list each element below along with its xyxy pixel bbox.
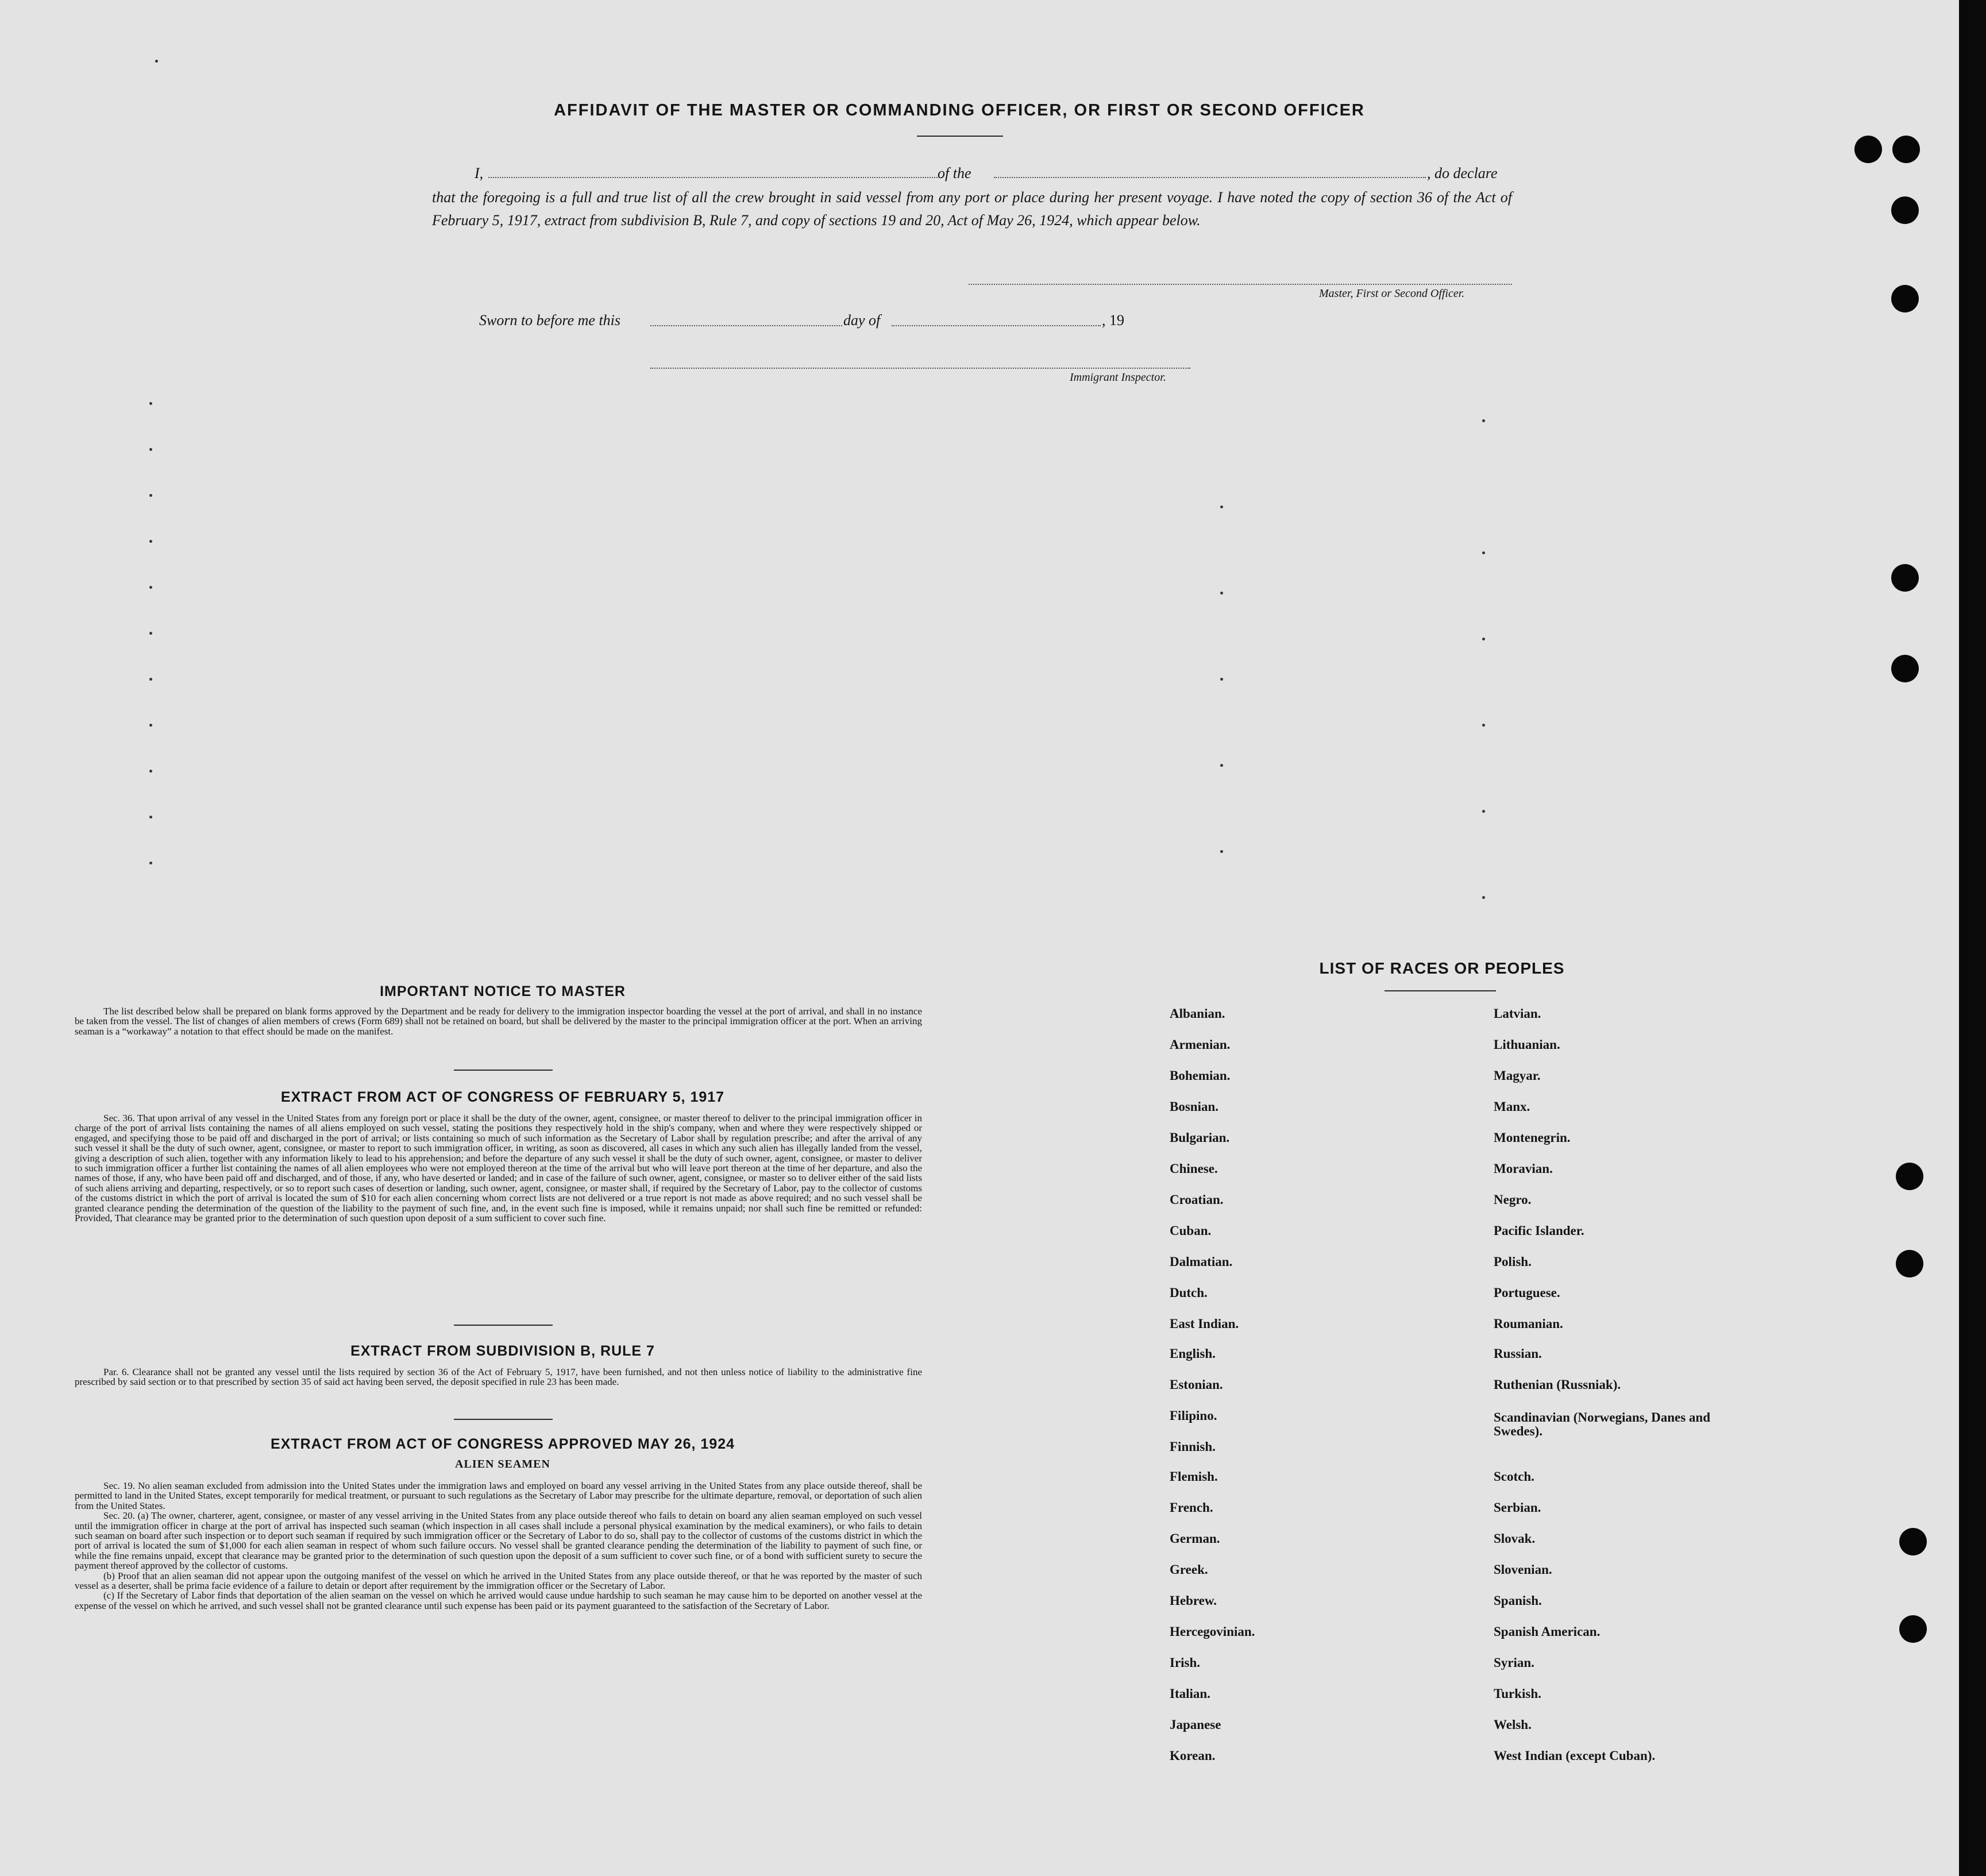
race-item: Spanish American. xyxy=(1494,1624,1601,1639)
race-item: Filipino. xyxy=(1170,1408,1217,1423)
race-item: Magyar. xyxy=(1494,1068,1541,1083)
title-divider xyxy=(917,136,1003,137)
punch-hole xyxy=(1896,1250,1923,1277)
race-item: Japanese xyxy=(1170,1717,1221,1732)
race-item: Latvian. xyxy=(1494,1006,1541,1021)
scan-speck xyxy=(149,540,152,543)
declarant-prefix: I, xyxy=(475,165,484,182)
scan-speck xyxy=(1482,419,1485,422)
scan-speck xyxy=(149,724,152,727)
race-item: French. xyxy=(1170,1500,1213,1515)
race-item: Flemish. xyxy=(1170,1469,1218,1484)
race-item: Scotch. xyxy=(1494,1469,1534,1484)
race-item: Bosnian. xyxy=(1170,1099,1219,1114)
race-item: Polish. xyxy=(1494,1254,1532,1269)
race-item: Korean. xyxy=(1170,1748,1216,1763)
race-item: Croatian. xyxy=(1170,1192,1224,1207)
race-item: Bulgarian. xyxy=(1170,1130,1230,1145)
race-item: Dutch. xyxy=(1170,1286,1208,1300)
race-item: Cuban. xyxy=(1170,1223,1212,1238)
race-item: Moravian. xyxy=(1494,1161,1553,1176)
race-item: Finnish. xyxy=(1170,1439,1216,1454)
race-item: Ruthenian (Russniak). xyxy=(1494,1377,1621,1392)
race-item: West Indian (except Cuban). xyxy=(1494,1748,1656,1763)
notice-title: IMPORTANT NOTICE TO MASTER xyxy=(380,983,626,999)
punch-hole xyxy=(1899,1528,1927,1555)
race-item: Hercegovinian. xyxy=(1170,1624,1255,1639)
scan-speck xyxy=(1482,551,1485,554)
race-item: Negro. xyxy=(1494,1192,1532,1207)
race-item: Syrian. xyxy=(1494,1655,1534,1670)
scan-speck xyxy=(1482,896,1485,899)
sec20b-text: (b) Proof that an alien seaman did not appear upon the outgoing manifest of the vessel on which he arrived in the United States from any place outside thereof, or that he was reported by the master of such vessel as a deserter, shall be prima facie evidence of a failure to detain or deport after requirement by the immigration officer or the Secretary of Labor. xyxy=(75,1570,922,1592)
race-item: Lithuanian. xyxy=(1494,1037,1560,1052)
race-item: English. xyxy=(1170,1346,1216,1361)
affidavit-body: that the foregoing is a full and true list of all the crew brought in said vessel from any port or place during her present voyage. I have noted the copy of section 36 of the Act of February 5, 1917, extract from subdivision B, Rule 7, and copy of sections 19 and 20, Act of May 26, 1924, which appear below. xyxy=(432,189,1512,229)
sworn-month-field[interactable] xyxy=(892,325,1101,326)
race-item: Pacific Islander. xyxy=(1494,1223,1584,1238)
punch-hole xyxy=(1896,1163,1923,1190)
sworn-year-label: , 19 xyxy=(1102,312,1124,329)
sec19-text: Sec. 19. No alien seaman excluded from admission into the United States under the immigration laws and employed on board any vessel arriving in the United States from any place outside thereof, shall be permitted to land in the United States, except temporarily for medical treatment, or pursuant to such regulations as the Secretary of Labor may prescribe for the ultimate departure, removal, or deportation of such alien from the United States. xyxy=(75,1480,922,1511)
sec20c-text: (c) If the Secretary of Labor finds that deportation of the alien seaman on the vessel on which he arrived would cause undue hardship to such seaman he may cause him to be deported on another vessel at the expense of the vessel on which he arrived, and such vessel shall not be granted clearance until such expense has been paid or its payment guaranteed to the satisfaction of the Secretary of Labor. xyxy=(75,1590,922,1611)
race-item: Welsh. xyxy=(1494,1717,1532,1732)
section-divider xyxy=(454,1070,553,1071)
extract-1917-title: EXTRACT FROM ACT OF CONGRESS OF FEBRUARY 5, 1917 xyxy=(280,1089,725,1105)
inspector-signature-label: Immigrant Inspector. xyxy=(1070,371,1166,384)
of-the-label: of the xyxy=(938,165,971,182)
race-item: Dalmatian. xyxy=(1170,1254,1233,1269)
race-item: Portuguese. xyxy=(1494,1286,1560,1300)
race-item: Roumanian. xyxy=(1494,1317,1563,1331)
scan-speck xyxy=(149,402,152,405)
extract-1924-title: EXTRACT FROM ACT OF CONGRESS APPROVED MAY 26, 1924 xyxy=(270,1436,735,1452)
extract-1917-text: Sec. 36. That upon arrival of any vessel in the United States from any foreign port or place it shall be the duty of the owner, agent, consignee, or master thereof to deliver to the principal immigration officer in charge of the port of arrival lists containing the names of all aliens employed on such vessel, stating the positions they respectively hold in the ship's company, when and where they were respectively shipped or engaged, and specifying those to be paid off and discharged in the port of arrival; or lists containing so much of such information as the Secretary of Labor shall by regulation prescribe; and after the arrival of any such vessel it shall be the duty of such owner, agent, consignee, or master to report to such immigration officer, in writing, as soon as discovered, all cases in which any such alien has illegally landed from the vessel, giving a description of such alien, together with any information likely to lead to his apprehension; and before the departure of any such vessel it shall be the duty of such owner, agent, consignee, or master to deliver to such immigration officer a further list containing the names of all alien employees who were not employed thereon at the time of the arrival but who will leave port thereon at the time of her departure, and also the names of those, if any, who have been paid off and discharged, and of those, if any, who have deserted or landed; and in case of the failure of such owner, agent, consignee, or master so to deliver either of the said lists of such aliens arriving and departing, respectively, or so to report such cases of desertion or landing, such owner, agent, consignee, or master shall, if required by the Secretary of Labor, pay to the collector of customs of the customs district in which the port of arrival is located the sum of $10 for each alien concerning whom correct lists are not delivered or a true report is not made as above required; and no such vessel shall be granted clearance pending the determination of the question of the liability to the payment of such fine, and, in the event such fine is imposed, while it remains unpaid; nor shall such fine be remitted or refunded: Provided, That clearance may be granted prior to the determination of such question upon deposit of a sum sufficient to cover such fine. xyxy=(75,1113,922,1224)
race-item: Serbian. xyxy=(1494,1500,1541,1515)
race-item: Turkish. xyxy=(1494,1686,1541,1701)
scan-speck xyxy=(149,448,152,451)
scan-speck xyxy=(149,862,152,864)
scan-speck xyxy=(1482,724,1485,727)
section-divider xyxy=(454,1419,553,1420)
day-of-label: day of xyxy=(843,312,881,329)
race-item: Estonian. xyxy=(1170,1377,1223,1392)
extract-1924-text xyxy=(75,1481,922,1611)
race-item: Hebrew. xyxy=(1170,1593,1217,1608)
vessel-name-field[interactable] xyxy=(994,177,1426,178)
punch-hole xyxy=(1892,136,1920,163)
race-item: Greek. xyxy=(1170,1562,1208,1577)
race-item: German. xyxy=(1170,1531,1220,1546)
scan-speck xyxy=(1220,850,1223,853)
scan-speck xyxy=(1220,505,1223,508)
scan-speck xyxy=(1482,810,1485,813)
races-title: LIST OF RACES OR PEOPLES xyxy=(1319,959,1565,977)
race-item: Spanish. xyxy=(1494,1593,1542,1608)
punch-hole xyxy=(1899,1615,1927,1643)
sworn-day-field[interactable] xyxy=(650,325,842,326)
race-item: Slovenian. xyxy=(1494,1562,1552,1577)
punch-hole xyxy=(1891,285,1919,312)
punch-hole xyxy=(1854,136,1882,163)
punch-hole xyxy=(1891,564,1919,592)
scan-speck xyxy=(149,632,152,635)
scan-speck xyxy=(1220,592,1223,595)
race-item: Armenian. xyxy=(1170,1037,1231,1052)
race-item: Irish. xyxy=(1170,1655,1201,1670)
punch-hole xyxy=(1891,655,1919,682)
race-item: Chinese. xyxy=(1170,1161,1218,1176)
punch-hole xyxy=(1891,196,1919,224)
race-item: Scandinavian (Norwegians, Danes and Swedes). xyxy=(1494,1410,1711,1438)
alien-seamen-subtitle: ALIEN SEAMEN xyxy=(455,1458,550,1470)
scan-speck xyxy=(149,816,152,819)
scan-speck xyxy=(1482,638,1485,640)
race-item: Slovak. xyxy=(1494,1531,1536,1546)
races-divider xyxy=(1385,990,1496,991)
race-item: Russian. xyxy=(1494,1346,1542,1361)
scan-speck xyxy=(1220,764,1223,767)
race-item: Bohemian. xyxy=(1170,1068,1231,1083)
affidavit-title: AFFIDAVIT OF THE MASTER OR COMMANDING OFFICER, OR FIRST OR SECOND OFFICER xyxy=(554,101,1365,119)
race-item: Italian. xyxy=(1170,1686,1210,1701)
race-item: Manx. xyxy=(1494,1099,1530,1114)
scan-speck xyxy=(149,494,152,497)
officer-signature-label: Master, First or Second Officer. xyxy=(1319,287,1465,300)
scan-speck xyxy=(1220,678,1223,681)
scan-speck xyxy=(149,586,152,589)
scan-speck xyxy=(155,60,158,63)
sworn-prefix: Sworn to before me this xyxy=(479,312,621,329)
scan-border xyxy=(1959,0,1986,1876)
race-item: Albanian. xyxy=(1170,1006,1225,1021)
sec20a-text: Sec. 20. (a) The owner, charterer, agent, consignee, or master of any vessel arriving in the United States from any place outside thereof who fails to detain on board any alien seaman employed on such vessel until the immigration officer in charge at the port of arrival has inspected such seaman (which inspection in all cases shall include a personal physical examination by the medical examiners), or who fails to detain such seaman on board after such inspection or to deport such seaman if required by such immigration officer or the Secretary of Labor to do so, shall pay to the collector of customs of the customs district in which the port of arrival is located the sum of $1,000 for each alien seaman in respect of whom such failure occurs. No vessel shall be granted clearance pending the determination of the liability to payment of such fine, or while the fine remains unpaid, except that clearance may be granted prior to the determination of such question upon the deposit of a sum sufficient to cover such fine, or of a bond with sufficient surety to secure the payment thereof approved by the collector of customs. xyxy=(75,1510,922,1572)
extract-rule7-title: EXTRACT FROM SUBDIVISION B, RULE 7 xyxy=(350,1343,655,1359)
do-declare-label: , do declare xyxy=(1427,165,1498,182)
inspector-signature-field[interactable] xyxy=(650,368,1190,369)
scan-speck xyxy=(149,770,152,773)
section-divider xyxy=(454,1325,553,1326)
extract-rule7-text: Par. 6. Clearance shall not be granted any vessel until the lists required by section 36 of the Act of February 5, 1917, have been furnished, and not then unless notice of liability to the administrative fine prescribed by said section or to that prescribed by section 35 of said act having been served, the deposit specified in rule 23 has been made. xyxy=(75,1367,922,1388)
race-item: Montenegrin. xyxy=(1494,1130,1571,1145)
declarant-name-field[interactable] xyxy=(488,177,942,178)
scan-speck xyxy=(149,678,152,681)
race-item: East Indian. xyxy=(1170,1317,1239,1331)
notice-text: The list described below shall be prepared on blank forms approved by the Department and be ready for delivery to the immigration inspector boarding the vessel at the port of arrival, and shall in no instance be taken from the vessel. The list of changes of alien members of crews (Form 689) shall not be retained on board, but shall be delivered by the master to the principal immigration officer at the port. When an arriving seaman is a “workaway” a notation to that effect should be made on the manifest. xyxy=(75,1006,922,1037)
officer-signature-field[interactable] xyxy=(969,284,1512,285)
